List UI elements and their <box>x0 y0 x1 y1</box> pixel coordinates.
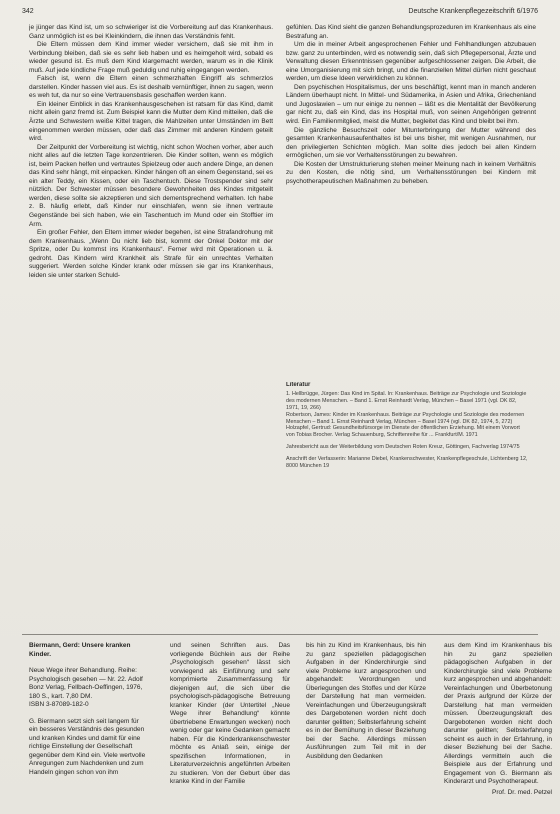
literature-entry: Robertson, James: Kinder im Krankenhaus. Beiträge zur Psychologie und Soziologie des modernen Menschen – Band 1. Ernst Reinhardt Verlag, München – Basel 1974 (vgl. DK 82, 1974, 5, 272) <box>286 411 525 425</box>
literature-section <box>286 382 530 602</box>
review-book-title: Biermann, Gerd: Unsere kranken Kinder. <box>29 642 131 658</box>
literature-entry: Jahresbericht aus der Weiterbildung vom Deutschen Roten Kreuz, Göttingen, Fachverlag 1974/75 <box>286 444 520 451</box>
article-column-left <box>29 24 273 614</box>
review-text: und seinen Schriften aus. Das vorliegende Büchlein aus der Reihe „Psychologisch gesehen“ lässt sich vorwiegend als Einführung und sehr komprimierte Zusammenfassung für diejenigen auf, die sich über die psychologisch-pädagogische Betreuung kranker Kinder (der Untertitel „Neue Wege ihrer Behandlung“ könnte übertriebene Erwartungen wecken) noch wenig oder gar keine Gedanken gemacht haben. Für die Kinderkrankenschwester möchte es Anlaß sein, einige der spezifischen Informationen, in Literaturverzeichnis angeführten Arbeiten zu studieren. Von der Geburt über das kranke Kind in der Familie <box>170 642 290 785</box>
page-number: 342 <box>22 8 34 15</box>
paragraph: Ein kleiner Einblick in das Krankenhausgeschehen ist ratsam für das Kind, damit nicht allein ganz fremd ist. Zum Beispiel kann die Mutter dem Kind mitteilen, daß die Ärzte und Schwestern weiße Kittel tragen, die Mahlzeiten unter Umständen im Bett eingenommen werden müssen, oder daß das Zimmer mit anderen Kindern geteilt wird. <box>29 100 273 143</box>
review-column-1 <box>29 642 149 808</box>
paragraph: gefühlen. Das Kind sieht die ganzen Behandlungsprozeduren im Krankenhaus als eine Bestrafung an. <box>286 24 536 40</box>
paragraph: Die Kosten der Umstrukturierung stehen meiner Meinung nach in keinem Verhältnis zu den Kosten, die nötig sind, um Verhaltensstörungen bei Kindern mit psychotherapeutischen Maßnahmen zu beheben. <box>286 160 536 185</box>
paragraph: Falsch ist, wenn die Eltern einen schmerzhaften Eingriff als schmerzlos darstellen. Kinder hassen viel aus. Es ist deshalb vernünftiger, ihnen zu sagen, wenn es weh tut, da nur so eine Vertrauensbasis geschaffen werden kann. <box>29 75 273 100</box>
review-text: G. Biermann setzt sich seit langem für ein besseres Verständnis des gesunden und kranken Kindes und damit für eine richtige Einstellung der Gesellschaft gegenüber dem Kind ein. Viele wertvolle Anregungen zum Nachdenken und zum Handeln gingen schon von ihm <box>29 717 146 776</box>
review-text: aus dem Kind im Krankenhaus bis hin zu ganz speziellen pädagogischen Aufgaben in der Kinderchirurgie sind viele Probleme kurz angesprochen und abgehandelt: Vereinfachungen und Überbetonung der Praxis aufgrund der Kürze der Darstellung hat man vermeiden müssen. Überzeugungskraft des Dargebotenen worden nicht doch darunter gelitten; Selbsterfahrung scheint es auch in der Erfahrung, in dieser Beziehung bei der Sache. Allerdings vermitteln auch die Beispiele aus der Erfahrung und Engagement von G. Biermann als Kinderarzt und Psychotherapeut. <box>444 642 552 785</box>
review-column-2 <box>170 642 290 808</box>
literature-entry: Holzapfel, Gertrud: Gesundheitsfürsorge im Dienste der öffentlichen Erziehung. Mit einem Vorwort von Tobias Brocher. Verlag Schauenburg, Schriftenreihe für ... Frankfurt/M. 1971 <box>286 425 520 439</box>
paragraph: Den psychischen Hospitalismus, der uns beschäftigt, kennt man in manch anderen Ländern überhaupt nicht. In Mittel- und Südamerika, in Asien und Afrika, Griechenland und Jugoslawien – um nur einige zu nennen – läßt es die Mentalität der Bevölkerung gar nicht zu, daß ein Kind, das ins Hospital muß, von seinen Angehörigen getrennt wird. Ein Familienmitglied, meist die Mutter, begleitet das Kind und bleibt bei ihm. <box>286 83 536 126</box>
literature-title: Literatur <box>286 382 311 388</box>
page-header <box>22 6 538 18</box>
journal-title: Deutsche Krankenpflegezeitschrift 6/1976 <box>408 8 538 15</box>
bib-line: Bonz Verlag, Fellbach-Oeffingen, 1976, <box>29 684 143 691</box>
bib-line: ISBN 3-87089-182-0 <box>29 701 89 708</box>
paragraph: Um die in meiner Arbeit angesprochenen Fehler und Fehlhandlungen abzubauen bzw. ganz zu unterbinden, wird es notwendig sein, daß sich Pflegepersonal, Ärzte und Verwaltung diesen Erkenntnissen gegenüber aufgeschlossener zeigen. Die Arbeit, die eine Umorganisierung mit sich bringt, und die finanziellen Mittel dürfen nicht geschaut werden, um diese Ideen verwirklichen zu können. <box>286 41 536 83</box>
review-text: bis hin zu Kind im Krankenhaus, bis hin zu ganz speziellen pädagogischen Aufgaben in der Kinderchirurgie sind viele Probleme kurz angesprochen und abgehandelt: Verordnungen und Überlegungen des Stoffes und der Kürze der Darstellung hat man vermeiden. Vereinfachungen und Überzeugungskraft des Dargebotenen worden nicht doch darunter gelitten; Selbsterfahrung scheint es in der Bemühung in dieser Beziehung bei der Sache. Allerdings müssen Ausführungen zum Teil mit in der Ausbildung den Gedanken <box>306 642 426 760</box>
article-column-right <box>286 24 536 364</box>
paragraph: Die gänzliche Besuchszeit oder Mitunterbringung der Mutter während des gesamten Krankenhausaufenthaltes ist bei uns bisher, mit wenigen Ausnahmen, nur den privilegierten Schichten möglich. Man sollte dies jedoch bei allen Kindern ermöglichen, um sie vor Verhaltensstörungen zu bewahren. <box>286 126 536 160</box>
review-column-3 <box>306 642 426 808</box>
review-column-4 <box>444 642 552 808</box>
paragraph: je jünger das Kind ist, um so schwieriger ist die Vorbereitung auf das Krankenhaus. Ganz unmöglich ist es bei Kleinkindern, die ihnen das Verständnis fehlt. <box>29 24 273 40</box>
bib-line: Neue Wege ihrer Behandlung. Reihe: <box>29 667 137 674</box>
bib-line: Psychologisch gesehen — Nr. 22. Adolf <box>29 675 143 683</box>
paragraph: Der Zeitpunkt der Vorbereitung ist wichtig, nicht schon Wochen vorher, aber auch nicht alles auf die letzten Tage konzentrieren. Die Kinder sollten, wenn es möglich ist, beim Packen helfen und vertrautes Spielzeug oder auch andere Dinge, an denen das Kind sehr hängt, mit einpacken. Kinder hängen oft an einem Gegenstand, sei es ein alter Teddy, ein Kissen, oder ein Taschentuch. Diese Trostspender sind sehr nützlich. Der Schwester müssen besondere Gewohnheiten des Kindes mitgeteilt werden, diese sollte sie akzeptieren und sich dementsprechend verhalten. Ich habe z. B. häufig erlebt, daß Kinder nur einschlafen, wenn sie ihnen vertraute Gegenstände bei sich haben, wie ein Taschentuch im Mund oder ein Stofftier im Arm. <box>29 143 273 228</box>
section-divider <box>22 634 538 635</box>
author-address: Anschrift der Verfasserin: Marianne Diebel, Krankenschwester, Krankenpflegeschule, Lichtenberg 12, 8000 München 19 <box>286 456 528 470</box>
review-bibliographic-info <box>29 667 149 710</box>
paragraph: Die Eltern müssen dem Kind immer wieder versichern, daß sie mit ihm in Verbindung bleiben, daß sie es sehr lieb haben und es heimgeholt wird, sobald es wieder gesund ist. Es muß dem Kind klargemacht werden, warum es in die Klinik muß. Auf jede kindliche Frage muß geduldig und ruhig eingegangen werden. <box>29 41 273 74</box>
paragraph: Ein großer Fehler, den Eltern immer wieder begehen, ist eine Strafandrohung mit dem Krankenhaus. „Wenn Du nicht lieb bist, kommt der Onkel Doktor mit der Spritze, oder Du kommst ins Krankenhaus“. Ferner wird mit Operationen u. ä. gedroht. Das Kindern wird Krankheit als Strafe für ein unrechtes Verhalten suggeriert. Werden solche Kinder krank oder müssen sie gar ins Krankenhaus, leiden sie unter starken Schuld- <box>29 229 273 279</box>
review-signature: Prof. Dr. med. Petzel <box>492 788 552 796</box>
literature-entry: 1. Hellbrügge, Jürgen: Das Kind im Spital. In: Krankenhaus. Beiträge zur Psychologie und Soziologie des modernen Menschen. – Band 1. Ernst Reinhardt Verlag, München – Basel 1971 (vgl. DK 82, 1971, 19, 266) <box>286 390 527 411</box>
bib-line: 180 S., kart. 7,80 DM. <box>29 692 93 700</box>
